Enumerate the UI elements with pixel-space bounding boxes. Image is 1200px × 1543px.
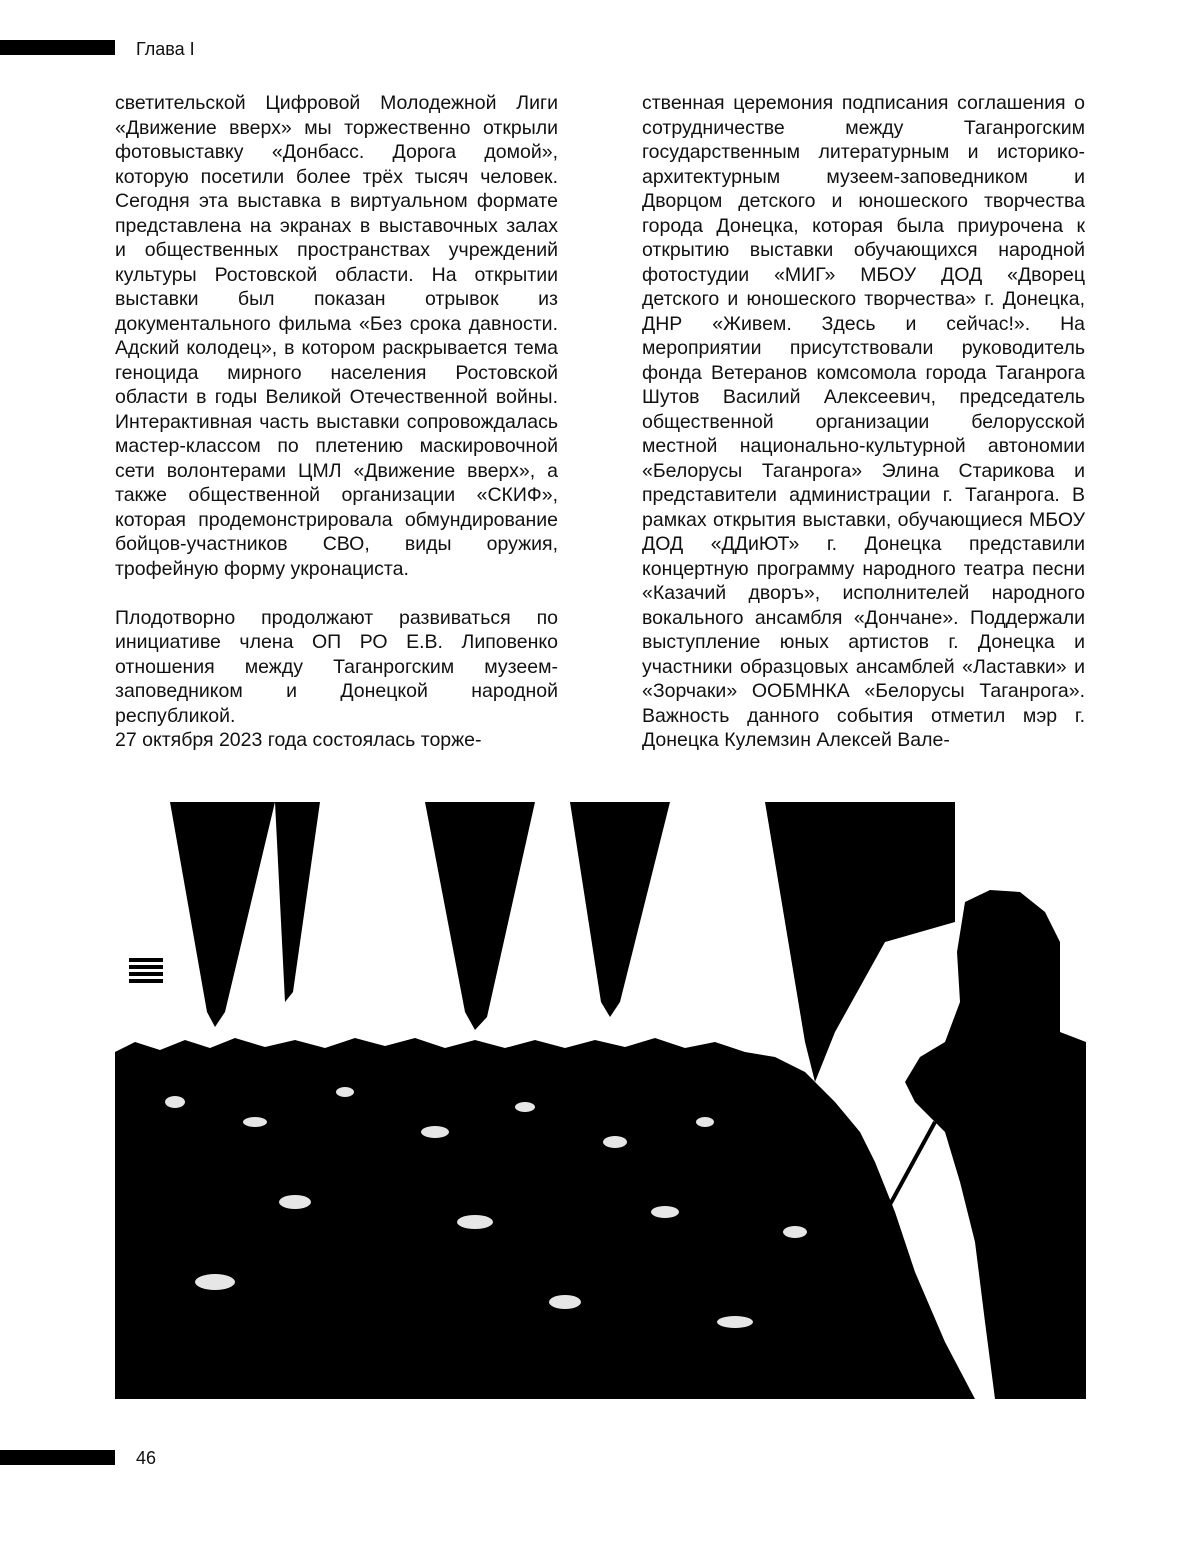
left-paragraph-3: 27 октября 2023 года состоялась торже- bbox=[115, 729, 482, 751]
chapter-label: Глава I bbox=[136, 39, 195, 59]
left-paragraph-1: светительской Цифровой Молодежной Лиги «Движение вверх» мы торжественно открыли фотовыставку «Донбасс. Дорога домой», которую посетили более трёх тысяч человек. Сегодня эта выставка в виртуальном формате представлена на экранах в выставочных залах и общественных пространствах учреждений культуры Ростовской области. На открытии выставки был показан отрывок из документального фильма «Без срока давности. Адский колодец», в котором раскрывается тема геноцида мирного населения Ростовской области в годы Великой Отечественной войны. Интерактивная часть выставки сопровождалась мастер-классом по плетению маскировочной сети волонтерами ЦМЛ «Движение вверх», а также общественной организации «СКИФ», которая продемонстрировала обмундирование бойцов-участников СВО, виды оружия, трофейную форму укронациста. bbox=[115, 92, 558, 580]
right-column bbox=[642, 91, 1085, 753]
footer-rule bbox=[0, 1450, 115, 1465]
event-photo bbox=[115, 802, 1086, 1399]
left-column bbox=[115, 91, 558, 753]
right-paragraph-1: ственная церемония подписания соглашения о сотрудничестве между Таганрогским государственным литературным и историко-архитектурным музеем-заповедником и Дворцом детского и юношеского творчества города Донецка, которая была приурочена к открытию выставки обучающихся народной фотостудии «МИГ» МБОУ ДОД «Дворец детского и юношеского творчества» г. Донецка, ДНР «Живем. Здесь и сейчас!». На мероприятии присутствовали руководитель фонда Ветеранов комсомола города Таганрога Шутов Василий Алексеевич, председатель общественной организации белорусской местной национально-культурной автономии «Белорусы Таганрога» Элина Старикова и представители администрации г. Таганрога. В рамках открытия выставки, обучающиеся МБОУ ДОД «ДДиЮТ» г. Донецка представили концертную программу народного театра песни «Казачий дворъ», исполнителей народного вокального ансамбля «Дончане». Поддержали выступление юных артистов г. Донецка и участники образцовых ансамблей «Ластавки» и «Зорчаки» ООБМНКА «Белорусы Таганрога». Важность данного события отметил мэр г. Донецка Кулемзин Алексей Вале- bbox=[642, 92, 1085, 751]
left-paragraph-2: Плодотворно продолжают развиваться по инициативе члена ОП РО Е.В. Липовенко отношения между Таганрогским музеем-заповедником и Донецкой народной республикой. bbox=[115, 606, 558, 727]
page-number: 46 bbox=[136, 1448, 157, 1468]
header-rule bbox=[0, 40, 115, 55]
